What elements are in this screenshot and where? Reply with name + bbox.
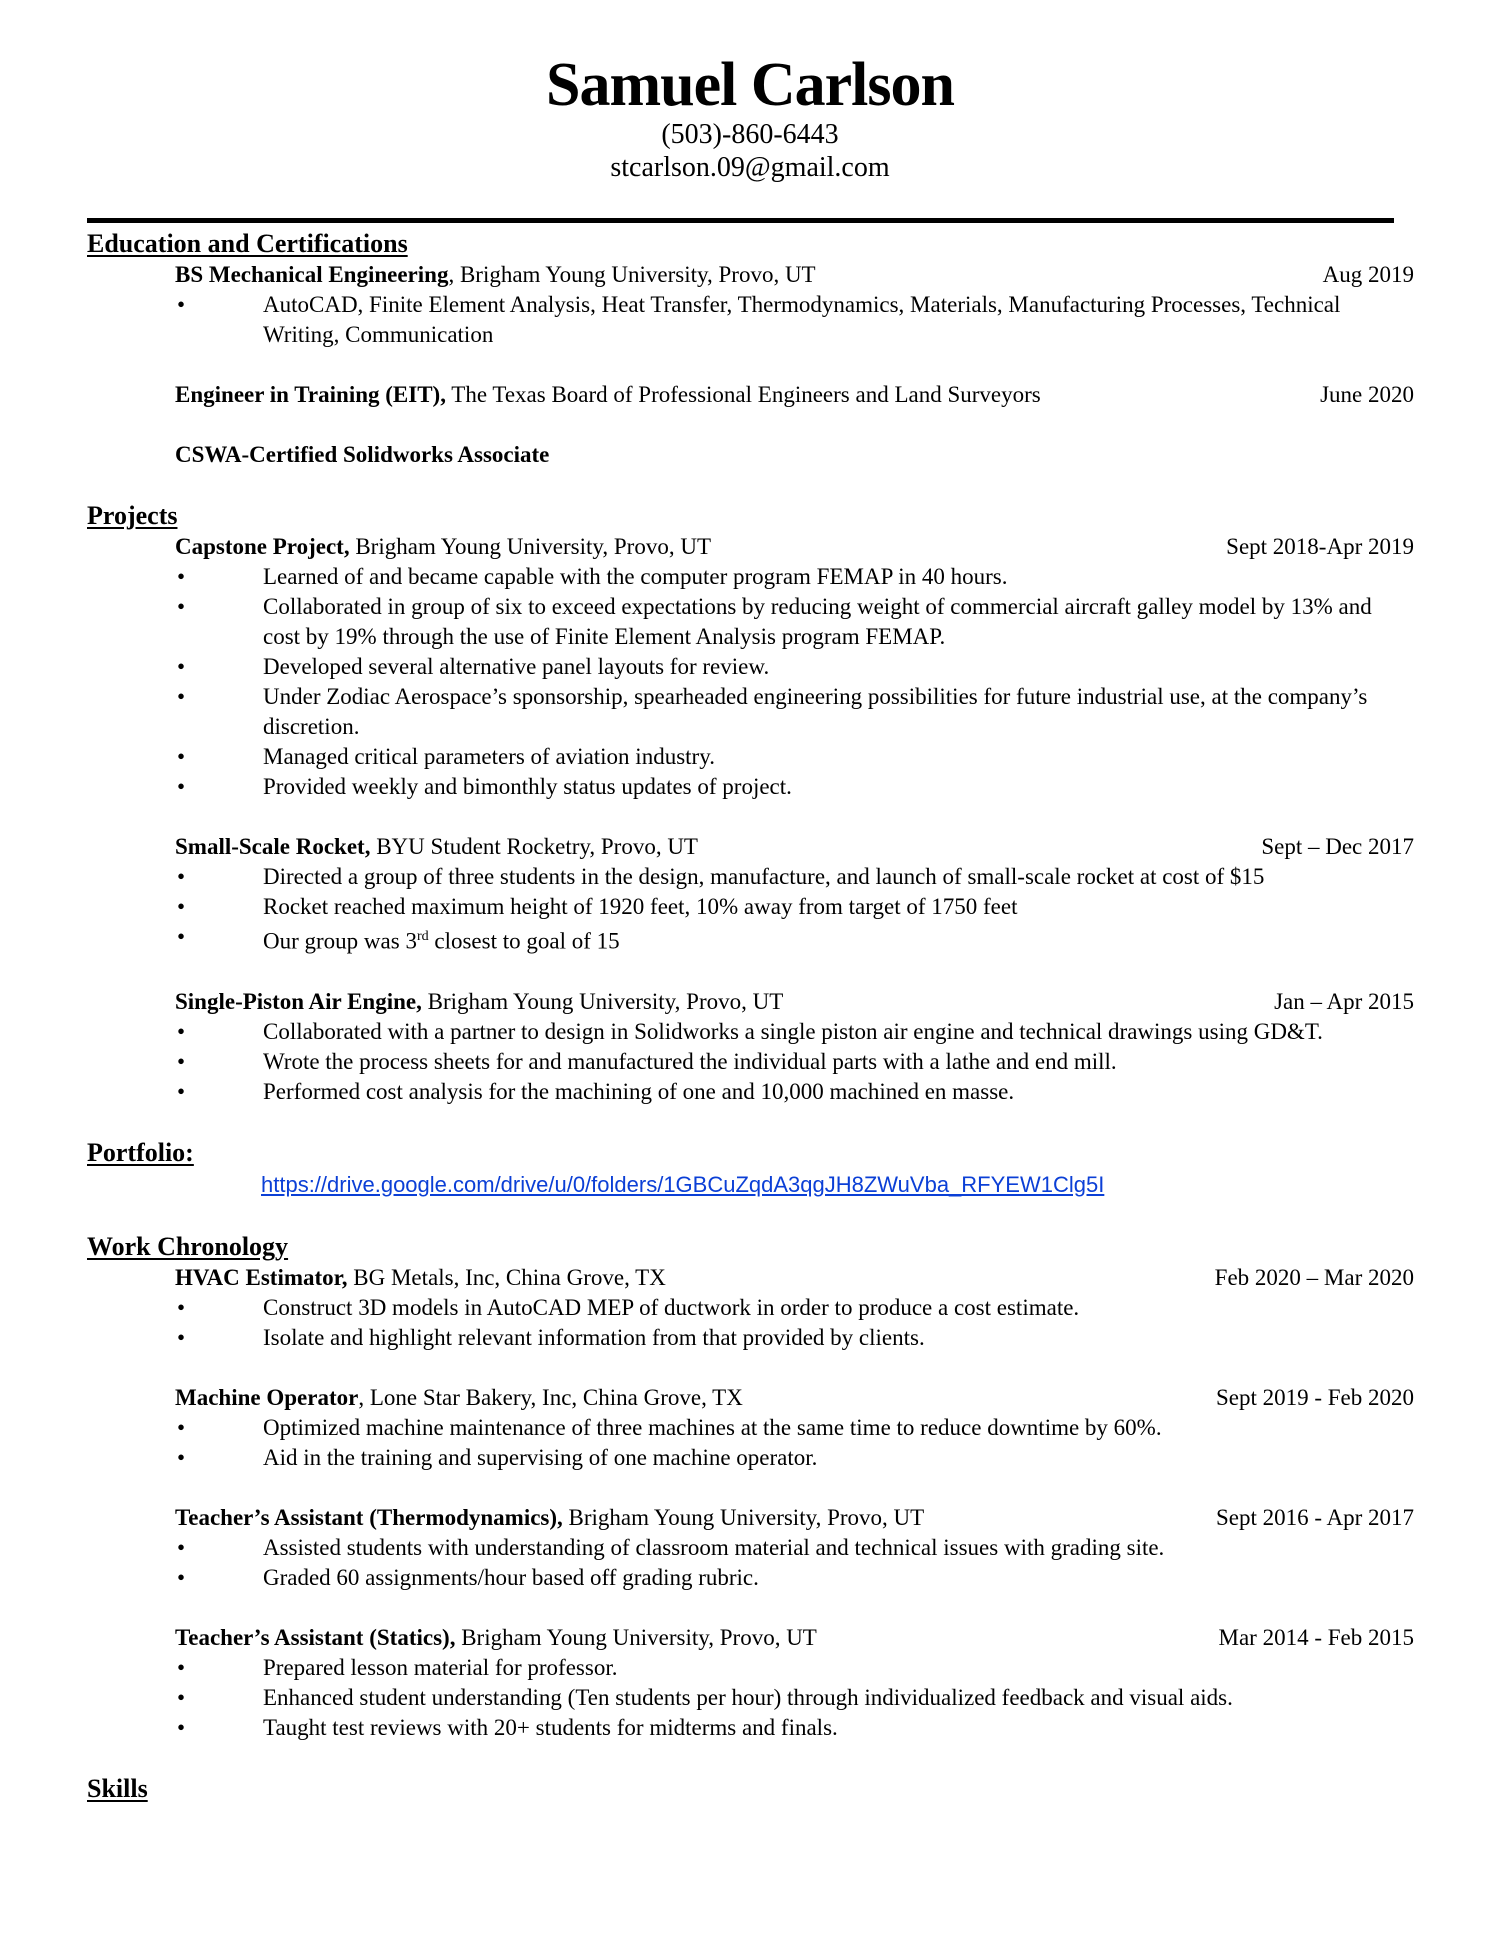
bullet-item: [175, 290, 1414, 350]
bullet-icon: •: [177, 1564, 186, 1590]
bullet-item: [175, 1713, 1414, 1743]
bullet-icon: •: [177, 744, 186, 769]
entry-title: BS Mechanical Engineering: [175, 262, 449, 287]
entry-organization: Brigham Young University, Provo, UT: [349, 534, 712, 559]
resume-entry: [175, 532, 1414, 802]
entry-title-line: [175, 1623, 817, 1653]
bullet-item: [175, 1443, 1414, 1473]
bullet-icon: •: [177, 1414, 186, 1440]
bullet-text-part: Our group was 3: [263, 928, 417, 954]
entry-title: Teacher’s Assistant (Statics),: [175, 1624, 456, 1650]
bullet-text: Under Zodiac Aerospace’s sponsorship, spearheaded engineering possibilities for future industrial use, at the company’s discretion.: [263, 684, 1368, 739]
entry-organization: The Texas Board of Professional Engineers and Land Surveyors: [445, 382, 1041, 407]
entry-header: [175, 380, 1414, 410]
section-heading-portfolio: Portfolio:: [87, 1137, 194, 1167]
bullet-text-part: closest to goal of 15: [428, 928, 620, 954]
bullet-item: [175, 1017, 1414, 1047]
bullet-text: Developed several alternative panel layouts for review.: [263, 654, 770, 679]
bullet-item: [175, 1323, 1414, 1353]
bullet-text: AutoCAD, Finite Element Analysis, Heat Transfer, Thermodynamics, Materials, Manufacturing Processes, Technical Writing, Communication: [263, 292, 1341, 347]
entry-title: Engineer in Training (EIT),: [175, 382, 446, 407]
entry-header: [175, 832, 1414, 862]
entry-header: [175, 1383, 1414, 1413]
resume-entry: [175, 260, 1414, 350]
entry-date: Feb 2020 – Mar 2020: [1214, 1264, 1414, 1290]
bullet-item: [175, 1683, 1414, 1713]
bullet-text: Directed a group of three students in the design, manufacture, and launch of small-scale rocket at cost of $15: [263, 864, 1265, 889]
section-heading-education: Education and Certifications: [87, 229, 408, 258]
entry-header: [175, 532, 1414, 562]
bullet-text: Rocket reached maximum height of 1920 feet, 10% away from target of 1750 feet: [263, 894, 1018, 919]
bullet-text: [263, 922, 1414, 957]
bullet-icon: •: [177, 594, 186, 619]
portfolio-link[interactable]: https://drive.google.com/drive/u/0/folders/1GBCuZqdA3qgJH8ZWuVba_RFYEW1Clg5I: [261, 1171, 1105, 1197]
bullet-item: [175, 1533, 1414, 1563]
entry-organization: BG Metals, Inc, China Grove, TX: [347, 1264, 666, 1290]
entry-organization: , Brigham Young University, Provo, UT: [448, 262, 816, 287]
section-heading-projects: Projects: [87, 501, 178, 530]
entry-title-line: [175, 260, 816, 290]
entry-organization: Brigham Young University, Provo, UT: [421, 988, 784, 1014]
entry-organization: Brigham Young University, Provo, UT: [562, 1504, 925, 1530]
bullet-item: [175, 1563, 1414, 1593]
bullet-item: [175, 1047, 1414, 1077]
bullet-icon: •: [177, 1324, 186, 1350]
entry-organization: Brigham Young University, Provo, UT: [455, 1624, 817, 1650]
resume-entry: [175, 1383, 1414, 1473]
entry-title-line: [175, 532, 711, 562]
bullet-icon: •: [177, 1534, 186, 1560]
bullet-icon: •: [177, 1444, 186, 1470]
bullet-item: [175, 562, 1414, 592]
bullet-icon: •: [177, 1654, 186, 1680]
bullet-item: [175, 652, 1414, 682]
entry-date: Sept 2018-Apr 2019: [1226, 534, 1414, 559]
bullet-icon: •: [177, 894, 186, 919]
entry-title-line: [175, 1383, 743, 1413]
resume-entry: [175, 832, 1414, 957]
bullet-text: Wrote the process sheets for and manufactured the individual parts with a lathe and end mill.: [263, 1048, 1117, 1074]
bullet-item: [175, 1293, 1414, 1323]
bullet-icon: •: [177, 774, 186, 799]
bullet-text: Managed critical parameters of aviation industry.: [263, 744, 715, 769]
entry-date: Jan – Apr 2015: [1274, 988, 1414, 1014]
bullet-text: Graded 60 assignments/hour based off grading rubric.: [263, 1564, 759, 1590]
bullet-text: Prepared lesson material for professor.: [263, 1654, 618, 1680]
entry-title: Machine Operator: [175, 1384, 359, 1410]
bullet-text: Optimized machine maintenance of three machines at the same time to reduce downtime by 60%.: [263, 1414, 1162, 1440]
bullet-text: Enhanced student understanding (Ten students per hour) through individualized feedback and visual aids.: [263, 1684, 1233, 1710]
entry-organization: BYU Student Rocketry, Provo, UT: [370, 834, 698, 859]
section-heading-work: Work Chronology: [87, 1231, 289, 1261]
bullet-text: Assisted students with understanding of classroom material and technical issues with grading site.: [263, 1534, 1165, 1560]
bullet-icon: •: [177, 684, 186, 709]
bullet-text: Collaborated in group of six to exceed expectations by reducing weight of commercial aircraft galley model by 13% and cost by 19% through the use of Finite Element Analysis program FEMAP.: [263, 594, 1372, 649]
bullet-icon: •: [177, 1078, 186, 1104]
header-divider: [87, 218, 1394, 223]
entry-date: Aug 2019: [1322, 262, 1414, 287]
bullet-icon: •: [177, 654, 186, 679]
entry-title-line: [175, 380, 1041, 410]
bullet-icon: •: [177, 1294, 186, 1320]
bullet-item: [175, 1077, 1414, 1107]
bullet-item: [175, 892, 1414, 922]
bullet-item: [175, 1653, 1414, 1683]
entry-header: [175, 260, 1414, 290]
bullet-icon: •: [177, 864, 186, 889]
entry-title: Teacher’s Assistant (Thermodynamics),: [175, 1504, 563, 1530]
bullet-icon: •: [177, 1714, 186, 1740]
phone-number: (503)-860-6443: [661, 119, 839, 150]
bullet-text: Collaborated with a partner to design in Solidworks a single piston air engine and technical drawings using GD&T.: [263, 1018, 1323, 1044]
bullet-icon: •: [177, 1684, 186, 1710]
bullet-item: [175, 592, 1414, 652]
entry-date: Sept – Dec 2017: [1261, 834, 1414, 859]
entry-title: Single-Piston Air Engine,: [175, 988, 422, 1014]
bullet-text: Performed cost analysis for the machining of one and 10,000 machined en masse.: [263, 1078, 1015, 1104]
entry-title-line: [175, 1503, 924, 1533]
bullet-text: Provided weekly and bimonthly status updates of project.: [263, 774, 792, 799]
resume-entry: [175, 440, 1414, 470]
bullet-text: Construct 3D models in AutoCAD MEP of ductwork in order to produce a cost estimate.: [263, 1294, 1080, 1320]
entry-title: HVAC Estimator,: [175, 1264, 348, 1290]
entry-title: CSWA-Certified Solidworks Associate: [175, 442, 550, 467]
resume-entry: [175, 1263, 1414, 1353]
resume-entry: [175, 380, 1414, 410]
bullet-text: Aid in the training and supervising of one machine operator.: [263, 1444, 818, 1470]
resume-entry: [175, 1623, 1414, 1743]
ordinal-suffix: rd: [416, 929, 429, 944]
email-address: stcarlson.09@gmail.com: [610, 152, 890, 183]
entry-date: Sept 2019 - Feb 2020: [1215, 1384, 1414, 1410]
resume-body: [87, 228, 1414, 1805]
entry-date: Mar 2014 - Feb 2015: [1218, 1624, 1414, 1650]
resume-entry: [175, 987, 1414, 1107]
entry-header: [175, 1263, 1414, 1293]
bullet-item: [175, 862, 1414, 892]
entry-organization: , Lone Star Bakery, Inc, China Grove, TX: [358, 1384, 743, 1410]
bullet-item: [175, 922, 1414, 957]
entry-date: Sept 2016 - Apr 2017: [1215, 1504, 1414, 1530]
bullet-icon: •: [177, 1018, 186, 1044]
bullet-item: [175, 1413, 1414, 1443]
bullet-item: [175, 682, 1414, 742]
bullet-icon: •: [177, 924, 186, 949]
entry-title-line: [175, 987, 783, 1017]
entry-title-line: [175, 832, 698, 862]
resume-entry: [175, 1503, 1414, 1593]
entry-header: [175, 987, 1414, 1017]
entry-header: [175, 1623, 1414, 1653]
bullet-text: Learned of and became capable with the computer program FEMAP in 40 hours.: [263, 564, 1008, 589]
bullet-icon: •: [177, 292, 186, 317]
entry-title: Capstone Project,: [175, 534, 350, 559]
entry-date: June 2020: [1320, 382, 1414, 407]
entry-title-line: [175, 440, 549, 470]
bullet-item: [175, 772, 1414, 802]
bullet-text: Taught test reviews with 20+ students for midterms and finals.: [263, 1714, 838, 1740]
bullet-icon: •: [177, 1048, 186, 1074]
bullet-icon: •: [177, 564, 186, 589]
entry-title: Small-Scale Rocket,: [175, 834, 371, 859]
candidate-name: Samuel Carlson: [546, 51, 954, 119]
entry-title-line: [175, 1263, 666, 1293]
section-heading-skills: Skills: [87, 1773, 148, 1803]
entry-header: [175, 440, 1414, 470]
entry-header: [175, 1503, 1414, 1533]
bullet-text: Isolate and highlight relevant information from that provided by clients.: [263, 1324, 925, 1350]
bullet-item: [175, 742, 1414, 772]
